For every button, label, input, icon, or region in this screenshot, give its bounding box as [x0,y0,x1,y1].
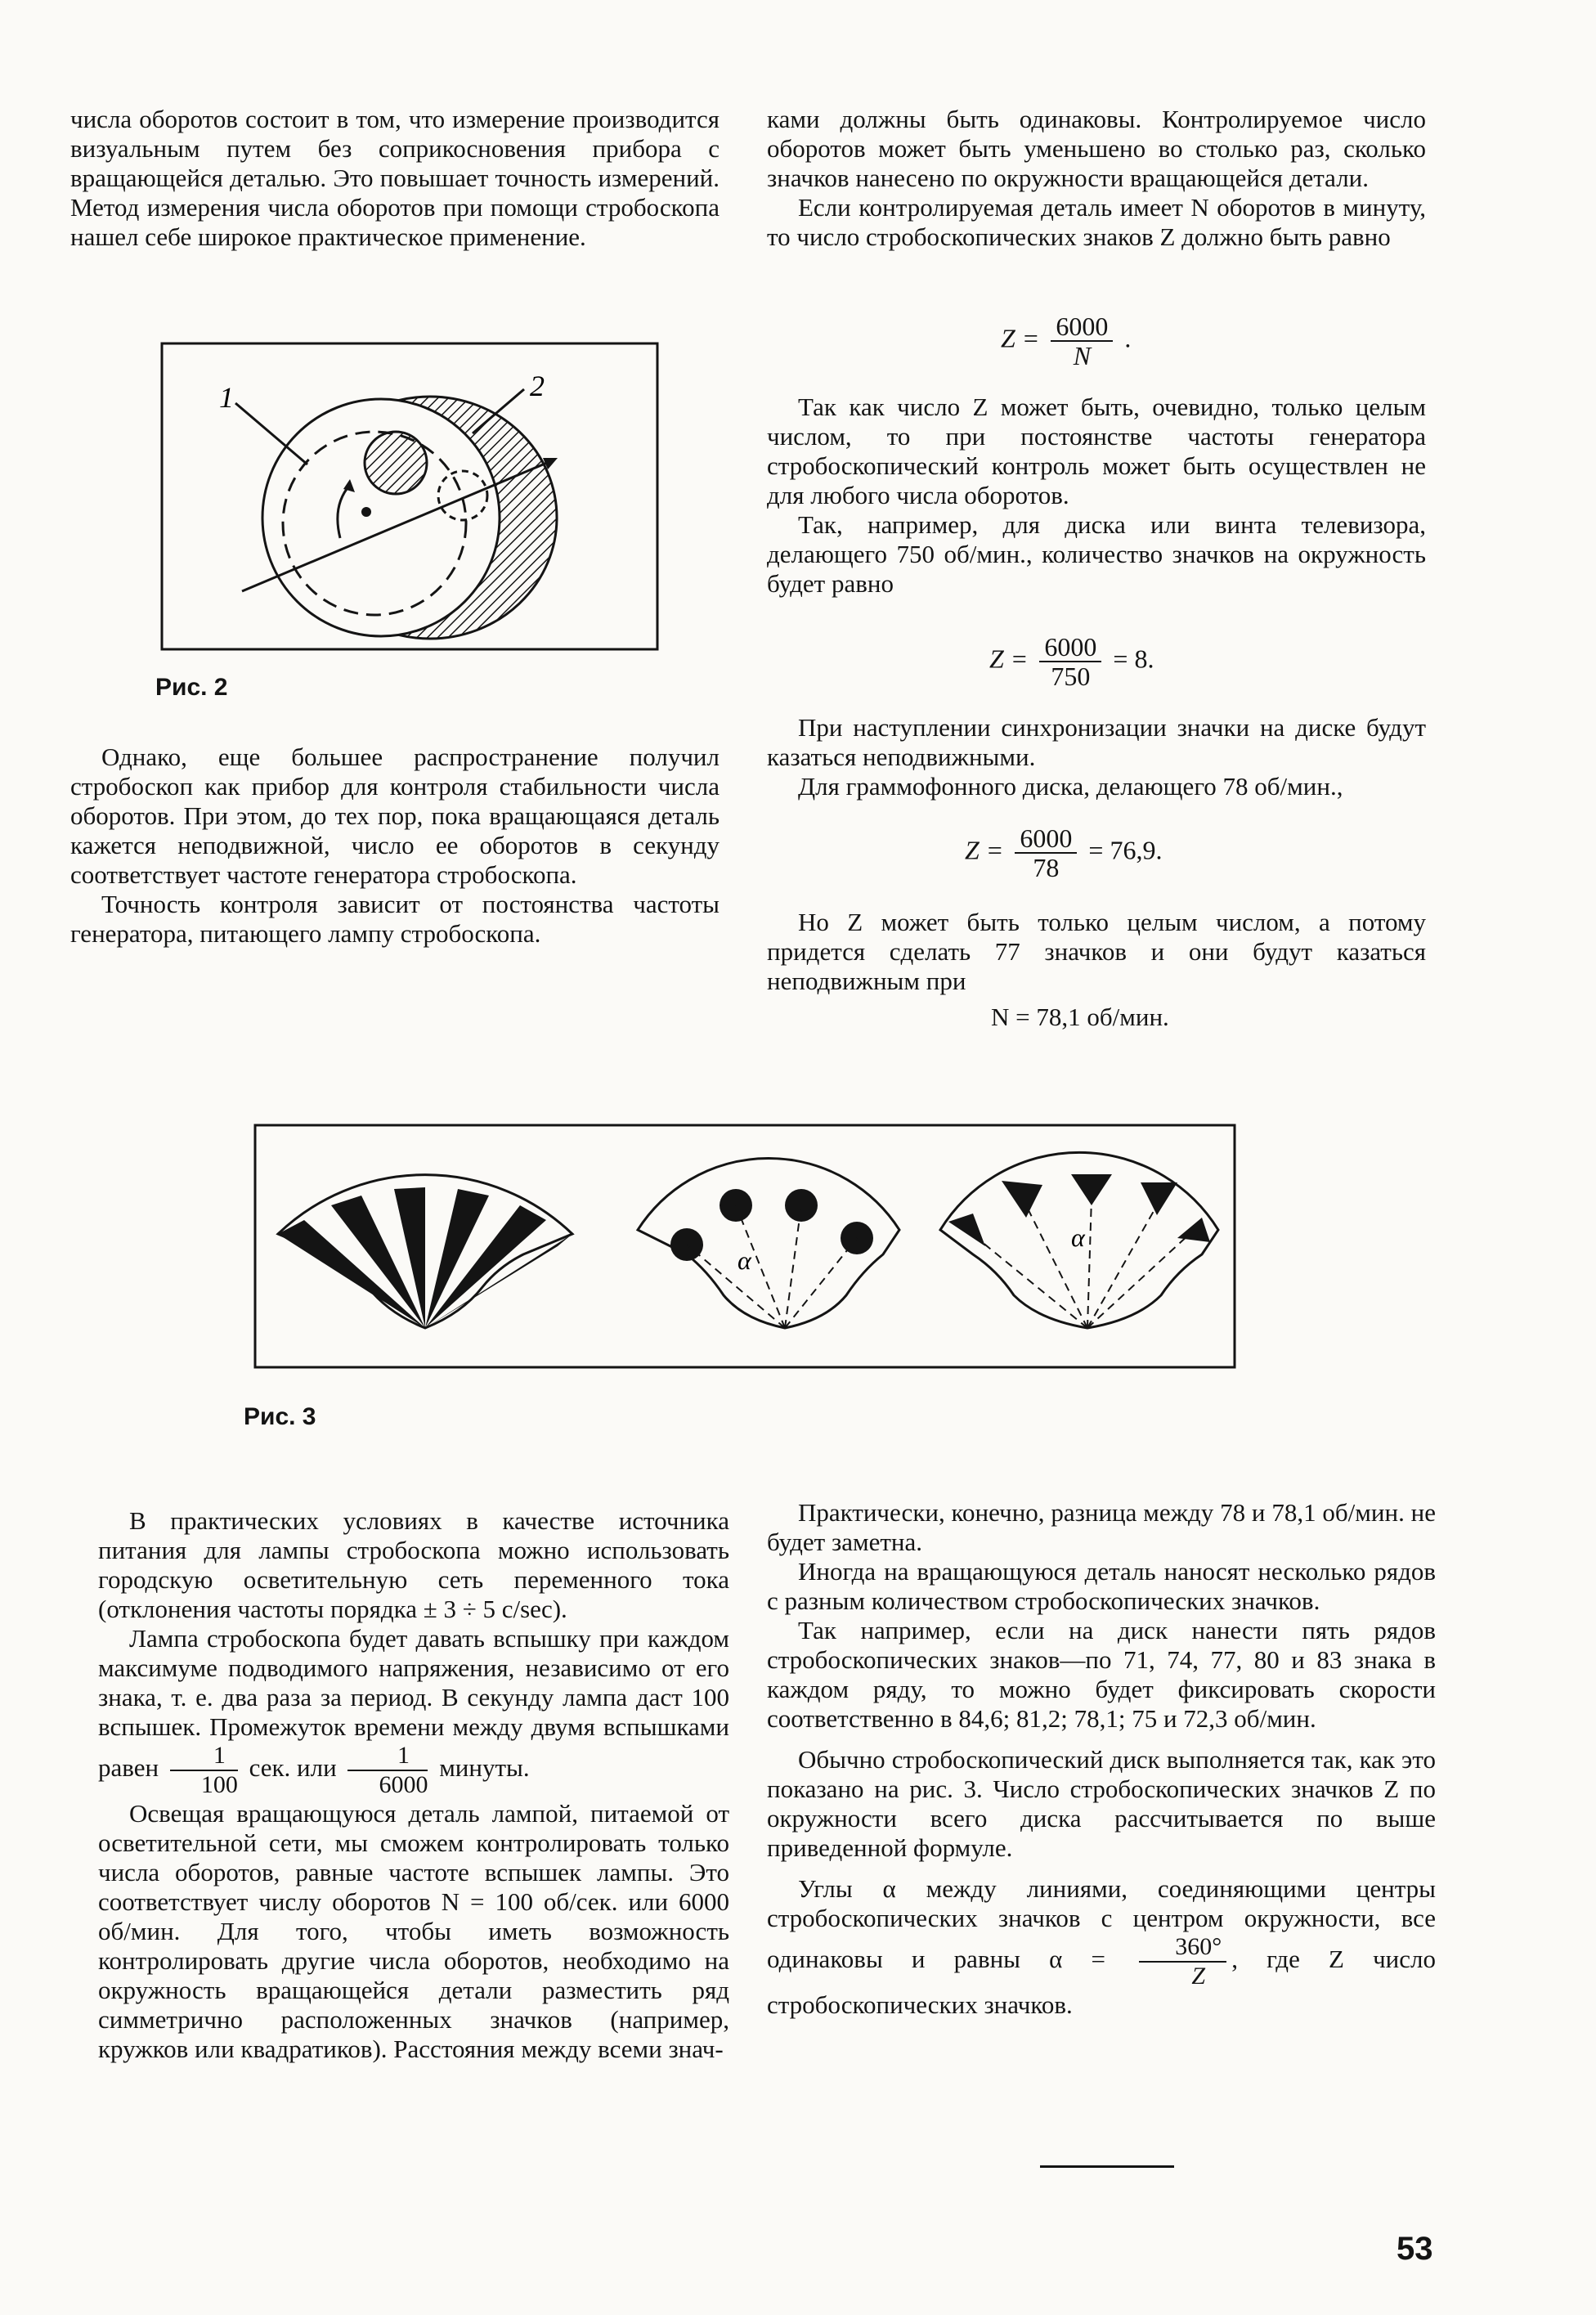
text-column-bottom-left [98,1506,729,2064]
paragraph: Обычно стробоскопический диск выполняется так, как это показано на рис. 3. Число стробоскопических значков Z по окружности всего диска рассчитывается по выше приведенной формуле. [767,1745,1436,1862]
paragraph: Освещая вращающуюся деталь лампой, питаемой от осветительной сети, мы сможем контролировать только числа оборотов, равные частоте вспышек лампы. Это соответствует числу оборотов N = 100 об/сек. или 6000 об/мин. Для того, чтобы иметь возможность контролировать другие числа оборотов, необходимо на окружность вращающейся детали разместить ряд симметрично расположенных значков (например, кружков или квадратиков). Расстояния между всеми знач- [98,1799,729,2063]
text-column-bottom-right [767,1498,1436,2020]
paragraph: Для граммофонного диска, делающего 78 об/мин., [798,772,1343,801]
paragraph: Точность контроля зависит от постоянства частоты генератора, питающего лампу стробоскопа. [70,890,720,948]
text-column-top-right-bottom [767,908,1426,996]
text-column-top-right-lower [767,713,1426,801]
formula-n-78-1: N = 78,1 об/мин. [991,1003,1169,1031]
disk-fan-striped [278,1175,572,1328]
figure-2-caption: Рис. 2 [155,674,228,701]
text-column-top-left [70,105,720,252]
paragraph: числа оборотов состоит в том, что измерение производится визуальным путем без соприкосновения прибора с вращающейся деталью. Это повышает точность измерений. Метод измерения числа оборотов при помощи стробоскопа нашел себе широкое практическое применение. [70,105,720,251]
paragraph: Так как число Z может быть, очевидно, только целым числом, то при постоянстве частоты генератора стробоскопический контроль может быть осуществлен не для любого числа оборотов. [767,393,1426,509]
paragraph: Углы α между линиями, соединяющими центры стробоскопических значков с центром окружности, все одинаковы и равны α = $\frac{360^\circ}{Z}$ , где Z число стробоскопических значков. [767,1874,1436,2019]
formula-z-6000-over-78: Z = $\frac{6000}{78}$ = 76,9. [965,823,1163,882]
disk-fan-triangles [940,1152,1218,1328]
paragraph: Иногда на вращающуюся деталь наносят несколько рядов с разным количеством стробоскопических значков. [767,1557,1436,1615]
figure-3-caption: Рис. 3 [244,1403,316,1430]
paragraph: Так, например, для диска или винта телевизора, делающего 750 об/мин., количество значков на окружность будет равно [767,510,1426,598]
figure-2-disk-diagram [160,342,659,651]
paragraph: Лампа стробоскопа будет давать вспышку при каждом максимуме подводимого напряжения, независимо от его знака, т. е. два раза за период. В секунду лампа даст 100 вспышек. Промежуток времени между двумя вспышками равен $\frac{1}{100}$ сек. или $\frac{1}{6000}$ минуты. [98,1624,729,1798]
figure-label-2: 2 [530,370,545,402]
closing-rule [1040,2165,1174,2168]
figure-3-stroboscopic-disks [253,1124,1236,1369]
paragraph: ками должны быть одинаковы. Контролируемое число оборотов может быть уменьшено во столько раз, сколько значков нанесено по окружности вращающейся детали. [767,105,1426,192]
paragraph: Но Z может быть только целым числом, а потому придется сделать 77 значков и они будут казаться неподвижным при [767,908,1426,995]
formula-z-6000-over-750: Z = $\frac{6000}{750}$ = 8. [989,632,1154,691]
figure-label-1: 1 [219,381,234,414]
text-column-top-right [767,105,1426,252]
text-column-top-left-lower [70,743,720,949]
formula-z-6000-over-n: Z = $\frac{6000}{N}$ . [1001,312,1132,370]
angle-alpha-label: α [737,1245,751,1275]
disk-fan-dots [638,1158,899,1328]
text-column-top-right-mid [767,393,1426,599]
angle-alpha-label: α [1071,1223,1085,1252]
paragraph: Однако, еще большее распространение получил стробоскоп как прибор для контроля стабильности числа оборотов. При этом, до тех пор, пока вращающаяся деталь кажется неподвижной, число ее оборотов в секунду соответствует частоте генератора стробоскопа. [70,743,720,889]
paragraph: В практических условиях в качестве источника питания для лампы стробоскопа можно использовать городскую осветительную сеть переменного тока (отклонения частоты порядка ± 3 ÷ 5 c/sec). [98,1506,729,1623]
paragraph: При наступлении синхронизации значки на диске будут казаться неподвижными. [767,713,1426,771]
paragraph: Так например, если на диск нанести пять рядов стробоскопических знаков—по 71, 74, 77, 80 и 83 знака в каждом ряду, то можно будет фиксировать скорости соответственно в 84,6; 81,2; 78,1; 75 и 72,3 об/мин. [767,1616,1436,1733]
paragraph: Если контролируемая деталь имеет N оборотов в минуту, то число стробоскопических знаков Z должно быть равно [767,193,1426,251]
page-number: 53 [1396,2231,1433,2267]
paragraph: Практически, конечно, разница между 78 и 78,1 об/мин. не будет заметна. [767,1498,1436,1556]
